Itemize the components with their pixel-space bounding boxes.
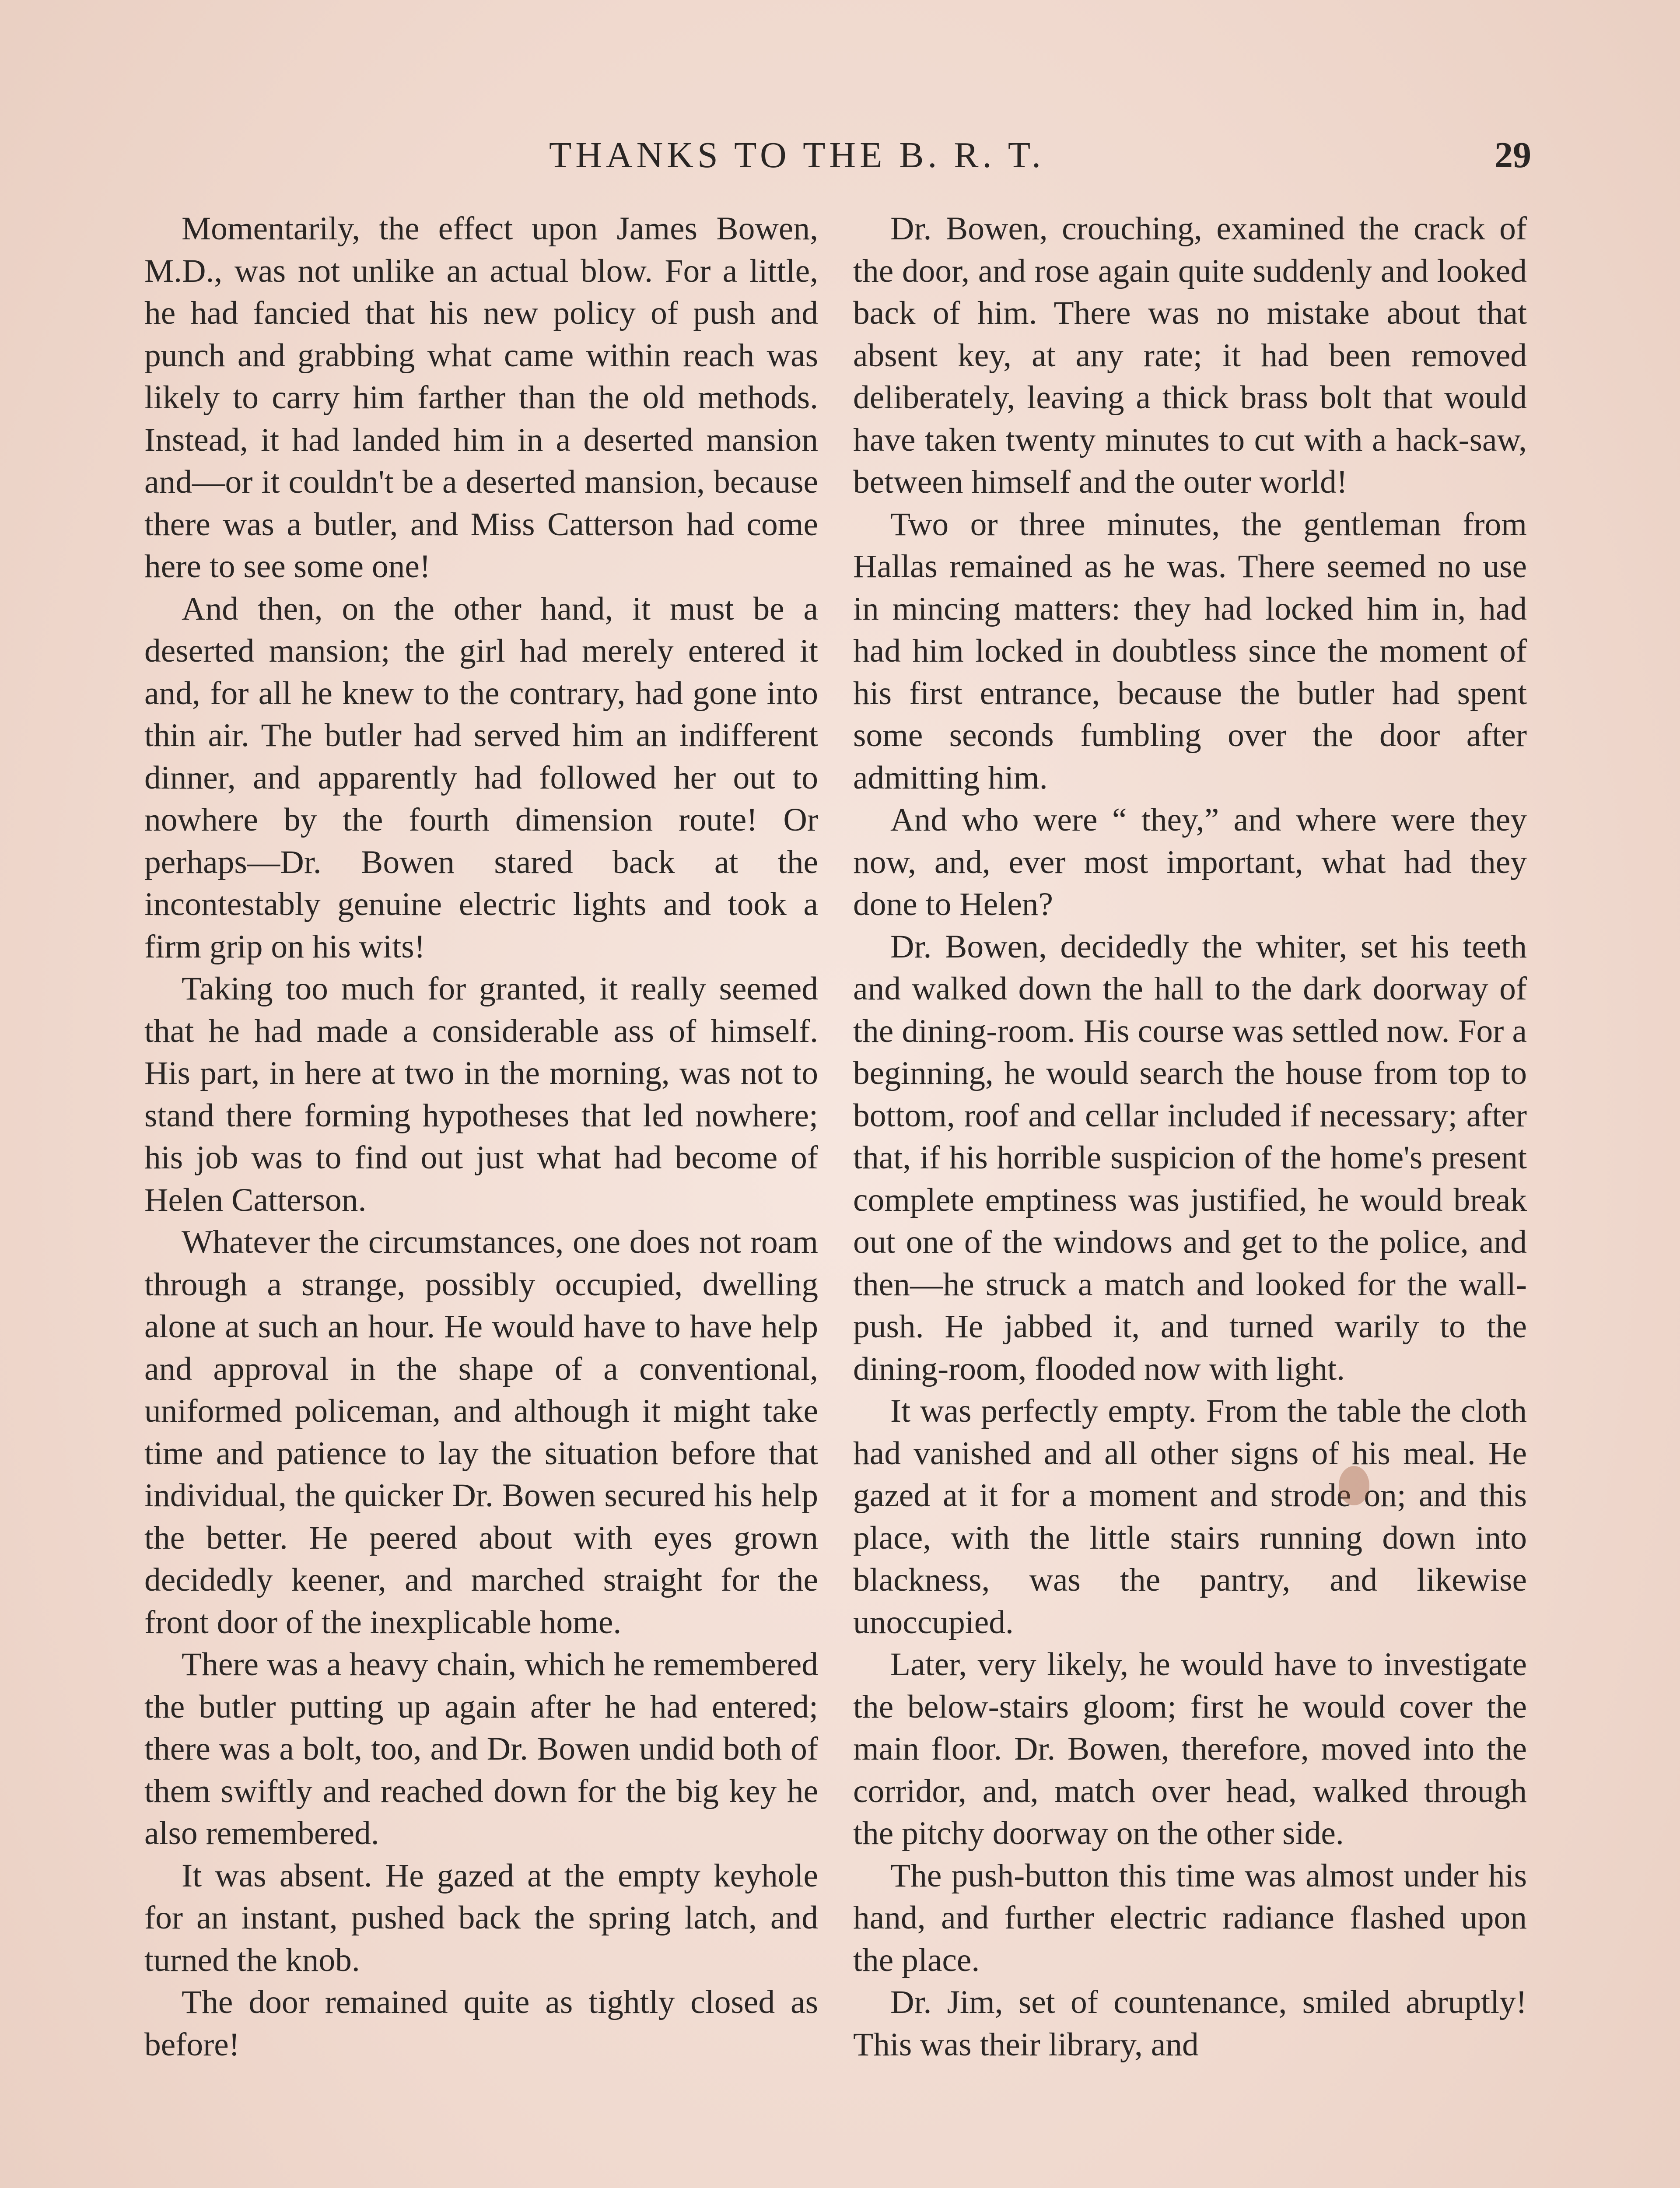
paragraph: There was a heavy chain, which he remembered the butler putting up again after he had entered; there was a bolt, too, and Dr. Bowen undid both of them swiftly and reached down for the big key he also remembered. [144, 1646, 818, 1851]
left-column [144, 208, 818, 2066]
paragraph: Dr. Bowen, decidedly the whiter, set his teeth and walked down the hall to the dark doorway of the dining-room. His course was settled now. For a beginning, he would search the house from top to bottom, roof and cellar included if necessary; after that, if his horrible suspicion of the home's present complete emptiness was justified, he would break out one of the windows and get to the police, and then—he struck a match and looked for the wall-push. He jabbed it, and turned warily to the dining-room, flooded now with light. [853, 928, 1527, 1387]
paragraph: Taking too much for granted, it really seemed that he had made a considerable ass of himself. His part, in here at two in the morning, was not to stand there forming hypotheses that led nowhere; his job was to find out just what had become of Helen Catterson. [144, 971, 818, 1218]
paragraph: The push-button this time was almost under his hand, and further electric radiance flashed upon the place. [853, 1857, 1527, 1978]
paragraph: Whatever the circumstances, one does not roam through a strange, possibly occupied, dwelling alone at such an hour. He would have to have help and approval in the shape of a conventional, uniformed policeman, and although it might take time and patience to lay the situation before that individual, the quicker Dr. Bowen secured his help the better. He peered about with eyes grown decidedly keener, and marched straight for the front door of the inexplicable home. [144, 1224, 818, 1641]
paragraph: Dr. Bowen, crouching, examined the crack of the door, and rose again quite suddenly and looked back of him. There was no mistake about that absent key, at any rate; it had been removed deliberately, leaving a thick brass bolt that would have taken twenty minutes to cut with a hack-saw, between himself and the outer world! [853, 210, 1527, 500]
paragraph: And who were “ they,” and where were they now, and, ever most important, what had they done to Helen? [853, 802, 1527, 922]
paragraph: Later, very likely, he would have to investigate the below-stairs gloom; first he would cover the main floor. Dr. Bowen, therefore, moved into the corridor, and, match over head, walked through the pitchy doorway on the other side. [853, 1646, 1527, 1851]
paper-stain [1339, 1466, 1369, 1505]
running-title: THANKS TO THE B. R. T. [549, 135, 1045, 175]
paragraph: It was absent. He gazed at the empty keyhole for an instant, pushed back the spring latch, and turned the knob. [144, 1857, 818, 1978]
paragraph: And then, on the other hand, it must be a deserted mansion; the girl had merely entered it and, for all he knew to the contrary, had gone into thin air. The butler had served him an indifferent dinner, and apparently had followed her out to nowhere by the fourth dimension route! Or perhaps—Dr. Bowen stared back at the incontestably genuine electric lights and took a firm grip on his wits! [144, 590, 818, 965]
page-number: 29 [1494, 135, 1531, 175]
paragraph: It was perfectly empty. From the table the cloth had vanished and all other signs of his meal. He gazed at it for a moment and strode on; and this place, with the little stairs running down into blackness, was the pantry, and likewise unoccupied. [853, 1393, 1527, 1641]
paragraph: Dr. Jim, set of countenance, smiled abruptly! This was their library, and [853, 1984, 1527, 2063]
paragraph: The door remained quite as tightly closed as before! [144, 1984, 818, 2063]
paragraph: Two or three minutes, the gentleman from Hallas remained as he was. There seemed no use in mincing matters: they had locked him in, had had him locked in doubtless since the moment of his first entrance, because the butler had spent some seconds fumbling over the door after admitting him. [853, 506, 1527, 796]
paragraph: Momentarily, the effect upon James Bowen, M.D., was not unlike an actual blow. For a little, he had fancied that his new policy of push and punch and grabbing what came within reach was likely to carry him farther than the old methods. Instead, it had landed him in a deserted mansion and—or it couldn't be a deserted mansion, because there was a butler, and Miss Catterson had come here to see some one! [144, 210, 818, 585]
page-header [144, 127, 1531, 184]
right-column [853, 208, 1527, 2066]
